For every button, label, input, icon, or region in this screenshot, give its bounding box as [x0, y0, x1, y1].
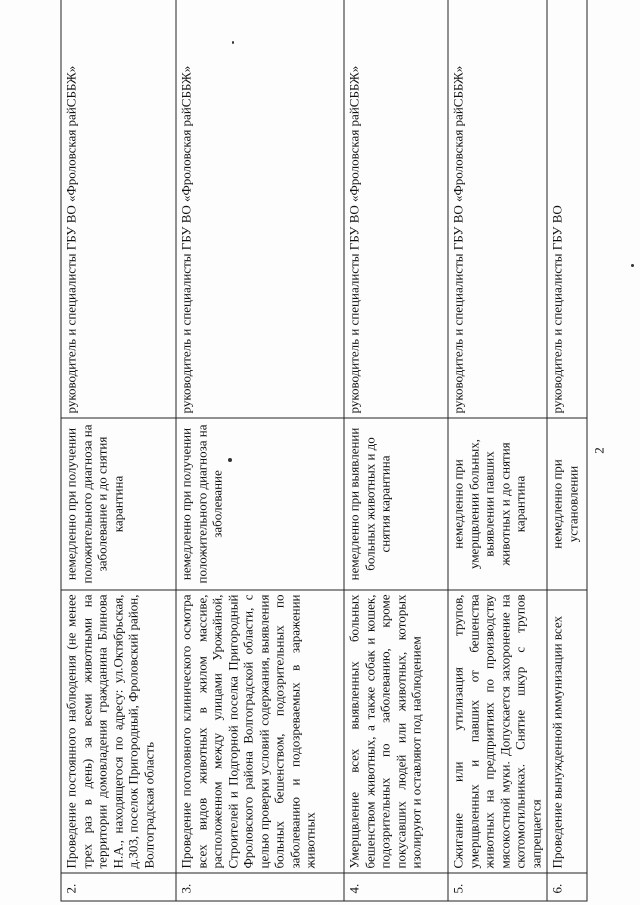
measure-term: немедленно при получении положительного диагноза на заболевание и до снятия карантина [61, 418, 176, 590]
measure-responsible: руководитель и специалисты ГБУ ВО «Фроловская райСББЖ» [61, 0, 176, 418]
measure-description: Проведение вынужденной иммунизации всех [547, 590, 587, 873]
row-number: 4. [344, 873, 448, 901]
row-number: 2. [61, 873, 176, 901]
measure-description: Проведение постоянного наблюдения (не менее трех раз в день) за всеми животными на территории домовладения гражданина Блинова Н.А., находящегося по адресу: ул.Октябрьская, д.303, поселок Пригородный, Фроловский район, Волгоградская область [61, 590, 176, 873]
table-row [547, 0, 587, 901]
row-number: 5. [448, 873, 547, 901]
measure-term: немедленно при получении положительного диагноза на заболевание [176, 418, 344, 590]
measure-term: немедленно при умерщвлении больных, выявлении павших животных и до снятия карантина [448, 418, 547, 590]
measure-term: немедленно при установлении [547, 418, 587, 590]
scan-speck [631, 264, 634, 267]
row-number: 6. [547, 873, 587, 901]
measure-description: Проведение поголовного клинического осмотра всех видов животных в жилом массиве, расположенном между улицами Урожайной, Строителей и Подгорной поселка Пригородный Фроловского района Волгоградской области, с целью проверки условий содержания, выявления больных бешенством, подозрительных по заболеванию и подозреваемых в заражении животных [176, 590, 344, 873]
measure-responsible: руководитель и специалисты ГБУ ВО [547, 0, 587, 418]
table-row [344, 0, 448, 901]
row-number: 3. [176, 873, 344, 901]
table-row [448, 0, 547, 901]
measure-description: Умерщвление всех выявленных больных бешенством животных, а также собак и кошек, подозрительных по заболеванию, кроме покусавших людей или животных, которых изолируют и оставляют под наблюдением [344, 590, 448, 873]
measure-responsible: руководитель и специалисты ГБУ ВО «Фроловская райСББЖ» [176, 0, 344, 418]
measure-description: Сжигание или утилизация трупов, умерщвленных и павших от бешенства животных на предприятиях по производству мясокостной муки. Допускается захоронение на скотомогильниках. Снятие шкур с трупов запрещается [448, 590, 547, 873]
measures-table [60, 0, 587, 901]
scan-speck [232, 41, 234, 44]
page-number: 2 [591, 446, 606, 454]
measure-responsible: руководитель и специалисты ГБУ ВО «Фроловская райСББЖ» [448, 0, 547, 418]
measure-responsible: руководитель и специалисты ГБУ ВО «Фроловская райСББЖ» [344, 0, 448, 418]
table-row [61, 0, 176, 901]
scan-speck [228, 458, 232, 462]
table-row [176, 0, 344, 901]
measure-term: немедленно при выявлении больных животных и до снятия карантина [344, 418, 448, 590]
